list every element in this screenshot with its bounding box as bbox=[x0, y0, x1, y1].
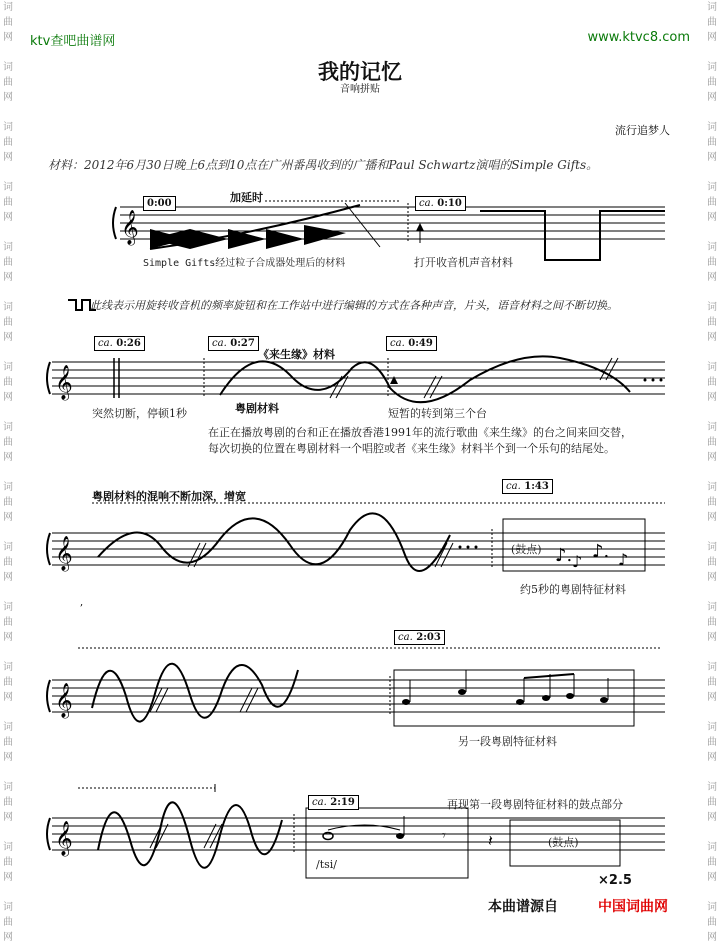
watermark: 词 曲 网 bbox=[3, 662, 13, 703]
watermark: 词 曲 网 bbox=[707, 242, 717, 283]
delay-label: 加延时 bbox=[230, 191, 263, 204]
score-system-1 bbox=[0, 185, 720, 275]
caption-reappear: 再现第一段粤剧特征材料的鼓点部分 bbox=[447, 798, 623, 811]
caption-simple-gifts: Simple Gifts经过粒子合成器处理后的材料 bbox=[143, 258, 346, 269]
watermark: 词 曲 网 bbox=[707, 662, 717, 703]
time-marker-2-03: ca. 2:03 bbox=[394, 630, 445, 645]
time-marker-0-27: ca. 0:27 bbox=[208, 336, 259, 351]
caption-cantonese-2: 另一段粤剧特征材料 bbox=[458, 735, 557, 748]
time-marker-0-26: ca. 0:26 bbox=[94, 336, 145, 351]
legend-text: 此线表示用旋转收音机的频率旋钮和在工作站中进行编辑的方式在各种声音，片头，语音材料之间不断切换。 bbox=[90, 299, 618, 312]
svg-text:𝄽: 𝄽 bbox=[488, 831, 493, 850]
caption-radio: 打开收音机声音材料 bbox=[414, 256, 513, 269]
label-yueju: 粤剧材料 bbox=[235, 402, 279, 415]
page-title: 我的记忆 bbox=[318, 59, 402, 84]
label-laisheng: 《来生缘》材料 bbox=[258, 348, 335, 361]
watermark: 词 曲 网 bbox=[707, 602, 717, 643]
site-logo-left: ktv查吧曲谱网 bbox=[30, 34, 116, 49]
watermark: 词 曲 网 bbox=[707, 422, 717, 463]
time-marker-0-10: ca. 0:10 bbox=[415, 196, 466, 211]
svg-text:♪.: ♪. bbox=[592, 541, 610, 562]
svg-text:♪.: ♪. bbox=[555, 545, 573, 566]
watermark: 词 曲 网 bbox=[707, 182, 717, 223]
watermark: 词 曲 网 bbox=[707, 2, 717, 43]
watermark: 词 曲 网 bbox=[707, 62, 717, 103]
watermark: 词 曲 网 bbox=[3, 842, 13, 883]
watermark: 词 曲 网 bbox=[707, 542, 717, 583]
watermark: 词 曲 网 bbox=[3, 482, 13, 523]
watermark: 词 曲 网 bbox=[3, 182, 13, 223]
footer-site: 中国词曲网 bbox=[598, 899, 668, 915]
note-line-2: 每次切换的位置在粤剧材料一个唱腔或者《来生缘》材料半个到一个乐句的结尾处。 bbox=[208, 442, 615, 455]
watermark: 词 曲 网 bbox=[3, 782, 13, 823]
watermark: 词 曲 网 bbox=[3, 302, 13, 343]
svg-text:𝄞: 𝄞 bbox=[121, 210, 139, 245]
syllable-tsi: /tsi/ bbox=[316, 858, 337, 871]
svg-text:𝄞: 𝄞 bbox=[55, 683, 73, 718]
label-reverb: 粤剧材料的混响不断加深，增宽 bbox=[92, 490, 246, 503]
author: 流行追梦人 bbox=[615, 124, 670, 137]
caption-third-station: 短暂的转到第三个台 bbox=[388, 407, 487, 420]
watermark: 词 曲 网 bbox=[3, 2, 13, 43]
watermark: 词 曲 网 bbox=[707, 842, 717, 883]
note-line-1: 在正在播放粤剧的台和正在播放香港1991年的流行歌曲《来生缘》的台之间来回交替， bbox=[208, 426, 632, 439]
score-system-4 bbox=[0, 640, 720, 740]
caption-cut: 突然切断，停顿1秒 bbox=[92, 407, 187, 420]
svg-text:♪: ♪ bbox=[618, 550, 629, 569]
watermark: 词 曲 网 bbox=[3, 242, 13, 283]
watermark: 词 曲 网 bbox=[707, 722, 717, 763]
watermark: 词 曲 网 bbox=[707, 302, 717, 343]
svg-text:♪: ♪ bbox=[572, 552, 583, 571]
time-marker-0-49: ca. 0:49 bbox=[386, 336, 437, 351]
time-marker-0-00: 0:00 bbox=[143, 196, 176, 211]
svg-text:,: , bbox=[80, 597, 84, 608]
watermark: 词 曲 网 bbox=[707, 482, 717, 523]
watermark: 词 曲 网 bbox=[3, 602, 13, 643]
drum-label-2: (鼓点) bbox=[548, 836, 579, 849]
watermark: 词 曲 网 bbox=[3, 62, 13, 103]
footer-source: 本曲谱源自 bbox=[488, 899, 558, 915]
watermark: 词 曲 网 bbox=[707, 362, 717, 403]
watermark: 词 曲 网 bbox=[3, 422, 13, 463]
drum-label: (鼓点) bbox=[511, 543, 542, 556]
watermark: 词 曲 网 bbox=[3, 542, 13, 583]
watermark: 词 曲 网 bbox=[3, 722, 13, 763]
site-logo-right: www.ktvc8.com bbox=[587, 30, 690, 45]
watermark: 词 曲 网 bbox=[3, 902, 13, 943]
svg-text:𝄞: 𝄞 bbox=[55, 536, 73, 571]
time-marker-2-19: ca. 2:19 bbox=[308, 795, 359, 810]
score-system-3 bbox=[0, 495, 720, 615]
svg-text:𝄾: 𝄾 bbox=[442, 828, 446, 844]
watermark: 词 曲 网 bbox=[707, 902, 717, 943]
caption-cantonese-1: 约5秒的粤剧特征材料 bbox=[520, 583, 626, 596]
page-subtitle: 音响拼贴 bbox=[340, 84, 380, 95]
watermark: 词 曲 网 bbox=[3, 362, 13, 403]
svg-text:𝄞: 𝄞 bbox=[55, 821, 73, 856]
watermark: 词 曲 网 bbox=[3, 122, 13, 163]
watermark: 词 曲 网 bbox=[707, 122, 717, 163]
time-marker-1-43: ca. 1:43 bbox=[502, 479, 553, 494]
material-description: 材料：2012年6月30日晚上6点到10点在广州番禺收到的广播和Paul Schwartz演唱的Simple Gifts。 bbox=[48, 158, 599, 172]
watermark: 词 曲 网 bbox=[707, 782, 717, 823]
svg-text:𝄞: 𝄞 bbox=[55, 365, 73, 400]
repeat-count: ×2.5 bbox=[598, 873, 632, 888]
